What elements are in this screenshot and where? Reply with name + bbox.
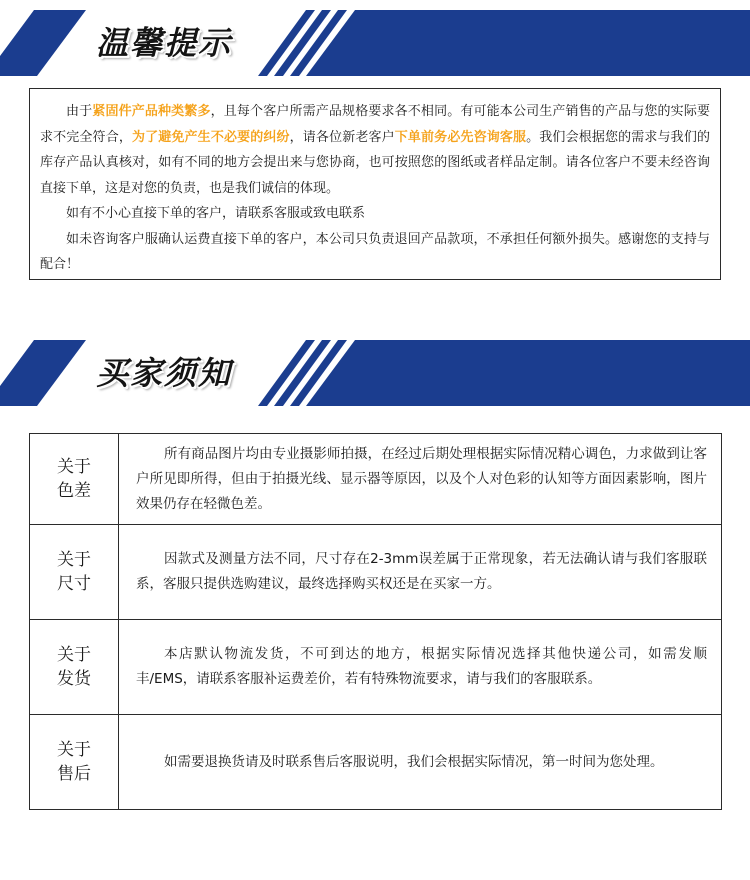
row-label-aftersales: 关于售后	[30, 715, 119, 809]
tips-paragraph-2	[40, 201, 710, 227]
row-text-aftersales: 如需要退换货请及时联系售后客服说明，我们会根据实际情况，第一时间为您处理。	[164, 753, 664, 770]
row-label-shipping: 关于发货	[30, 620, 119, 714]
paragraph-text: 由于	[66, 104, 93, 119]
buyer-banner	[0, 340, 750, 406]
buyer-notice-table	[29, 433, 722, 810]
row-label-size: 关于尺寸	[30, 525, 119, 619]
row-label-color: 关于色差	[30, 434, 119, 524]
tips-paragraph-3	[40, 227, 710, 278]
paragraph-text: 如有不小心直接下单的客户，请联系客服或致电联系	[66, 206, 366, 221]
tips-title: 温馨提示	[96, 24, 233, 62]
tips-notice-box	[29, 88, 721, 280]
paragraph-text: ，且每个客户所需产品规格要求各不相同。有可能本公司生产销售的产品与您的实际要求不完全符合，	[40, 104, 710, 145]
row-text-size: 因款式及测量方法不同，尺寸存在2-3mm误差属于正常现象，若无法确认请与我们客服联系，客服只提供选购建议，最终选择购买权还是在买家一方。	[136, 551, 707, 592]
table-row	[30, 434, 721, 525]
highlight-text: 紧固件产品种类繁多	[92, 104, 211, 119]
paragraph-text: 如未咨询客户服确认运费直接下单的客户，本公司只负责退回产品款项，不承担任何额外损失。感谢您的支持与配合！	[40, 231, 710, 272]
highlight-text: 下单前务必先咨询客服	[394, 129, 527, 145]
tips-paragraph-1	[40, 99, 710, 201]
paragraph-text: 。我们会根据您的需求与我们的库存产品认真核对，如有不同的地方会提出来与您协商，也可按照您的图纸或者样品定制。请各位客户不要未经咨询直接下单，这是对您的负责，也是我们诚信的体现。	[40, 129, 710, 196]
table-row	[30, 715, 721, 809]
table-row	[30, 525, 721, 620]
row-text-shipping: 本店默认物流发货，不可到达的地方，根据实际情况选择其他快递公司，如需发顺丰/EMS，请联系客服补运费差价，若有特殊物流要求，请与我们的客服联系。	[136, 646, 707, 687]
paragraph-text: ，请各位新老客户	[289, 129, 395, 145]
highlight-text: 为了避免产生不必要的纠纷	[131, 129, 290, 145]
table-row	[30, 620, 721, 715]
buyer-title: 买家须知	[96, 354, 233, 392]
tips-banner	[0, 10, 750, 76]
row-text-color: 所有商品图片均由专业摄影师拍摄，在经过后期处理根据实际情况精心调色，力求做到让客户所见即所得，但由于拍摄光线、显示器等原因，以及个人对色彩的认知等方面因素影响，图片效果仍存在轻微色差。	[136, 445, 707, 512]
